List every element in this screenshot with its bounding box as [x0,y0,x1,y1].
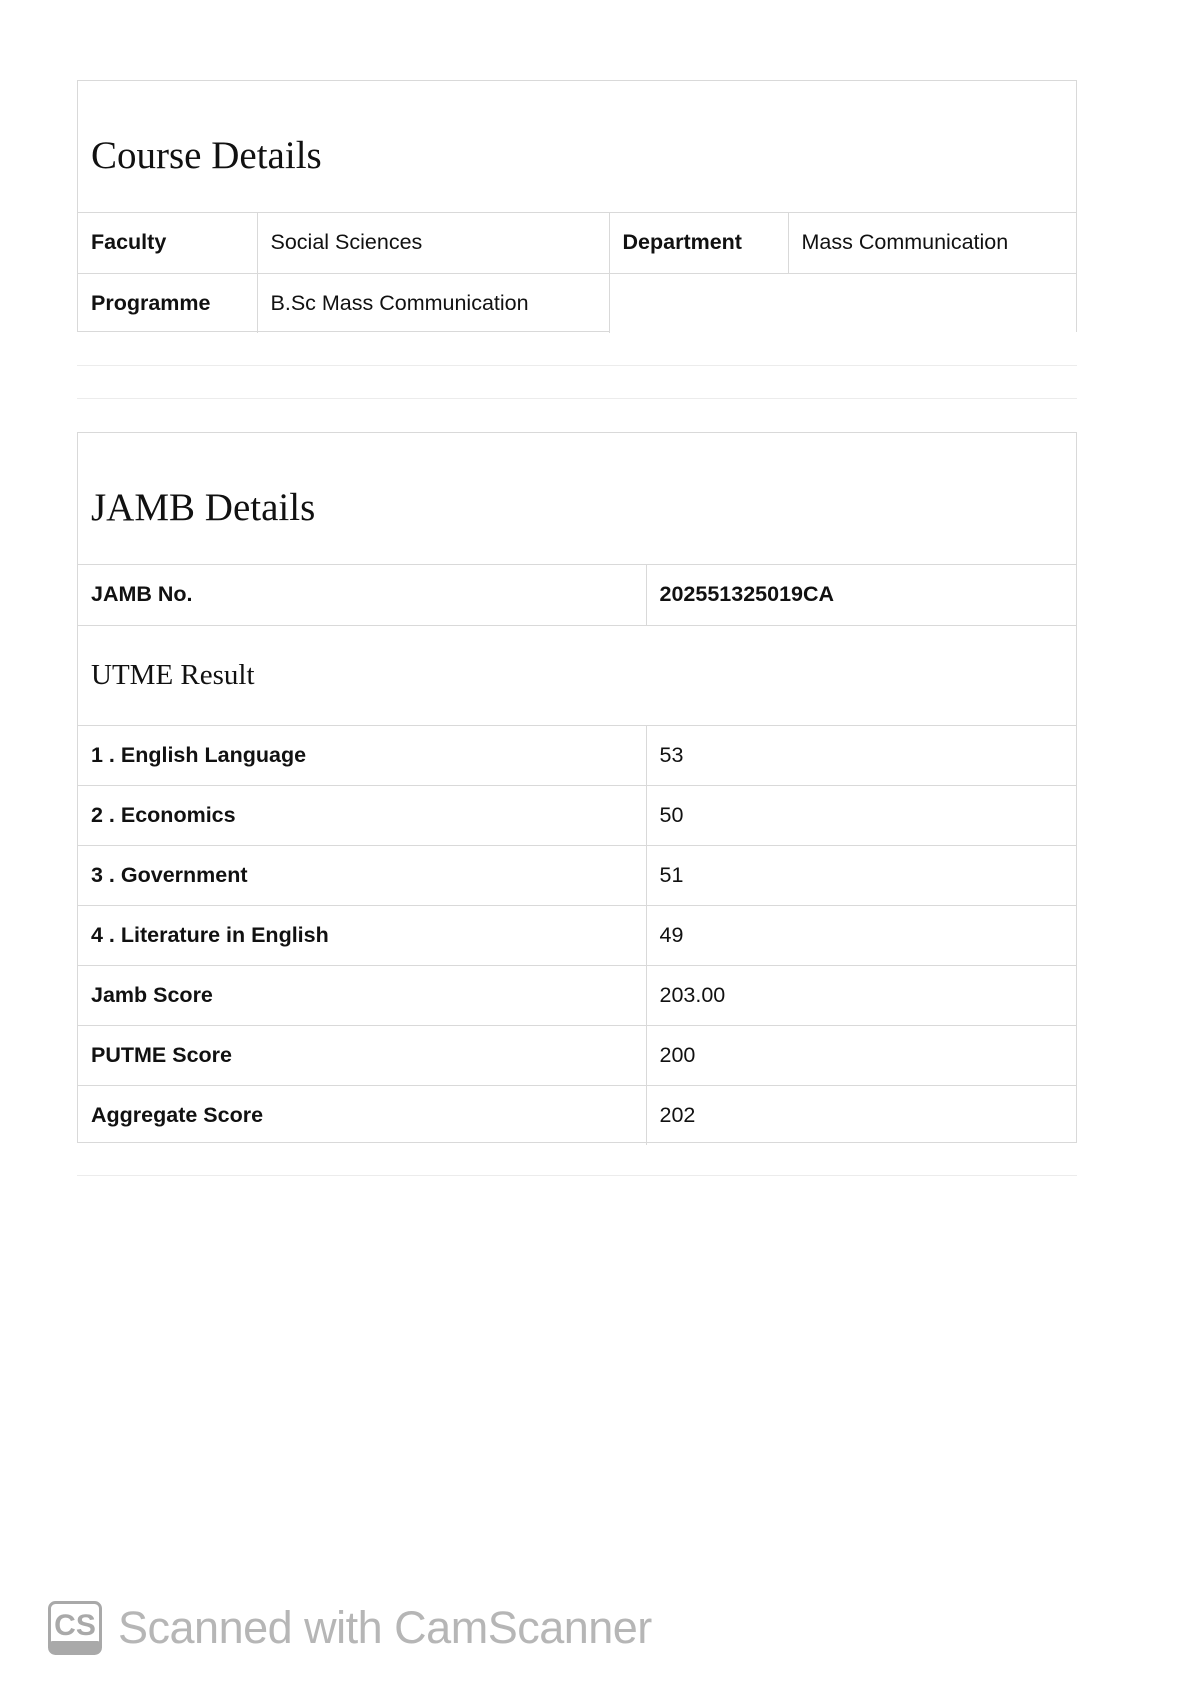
divider-rule [77,1175,1077,1176]
jamb-no-value: 202551325019CA [646,565,1076,625]
table-row [78,905,1076,965]
divider-rule [77,398,1077,399]
camscanner-watermark [48,1601,652,1655]
jamb-details-title: JAMB Details [78,433,1076,565]
faculty-value: Social Sciences [257,213,609,273]
course-details-table [78,213,1076,333]
putme-score-label: PUTME Score [78,1025,646,1085]
putme-score-value: 200 [646,1025,1076,1085]
faculty-label: Faculty [78,213,257,273]
camscanner-logo-icon [48,1601,102,1655]
course-details-title: Course Details [78,81,1076,213]
subject-score: 53 [646,725,1076,785]
course-row-programme [78,273,1076,333]
subject-score: 50 [646,785,1076,845]
divider-rule [77,365,1077,366]
aggregate-score-label: Aggregate Score [78,1085,646,1145]
subject-label: 4 . Literature in English [78,905,646,965]
empty-cell [609,273,1076,333]
table-row [78,1085,1076,1145]
aggregate-score-value: 202 [646,1085,1076,1145]
subject-score: 51 [646,845,1076,905]
table-row [78,1025,1076,1085]
subject-label: 2 . Economics [78,785,646,845]
programme-value: B.Sc Mass Communication [257,273,609,333]
camscanner-text: Scanned with CamScanner [118,1602,652,1653]
jamb-score-label: Jamb Score [78,965,646,1025]
subject-score: 49 [646,905,1076,965]
programme-label: Programme [78,273,257,333]
svg-text:CS: CS [54,1609,96,1642]
jamb-no-row [78,565,1076,625]
subject-label: 1 . English Language [78,725,646,785]
department-value: Mass Communication [788,213,1076,273]
subject-label: 3 . Government [78,845,646,905]
table-row [78,965,1076,1025]
jamb-details-table [78,565,1076,1145]
jamb-no-label: JAMB No. [78,565,646,625]
utme-heading-row [78,625,1076,725]
course-details-panel [77,80,1077,332]
jamb-score-value: 203.00 [646,965,1076,1025]
utme-result-heading: UTME Result [78,625,1076,725]
course-row-faculty [78,213,1076,273]
department-label: Department [609,213,788,273]
table-row [78,725,1076,785]
jamb-details-panel [77,432,1077,1143]
table-row [78,785,1076,845]
table-row [78,845,1076,905]
